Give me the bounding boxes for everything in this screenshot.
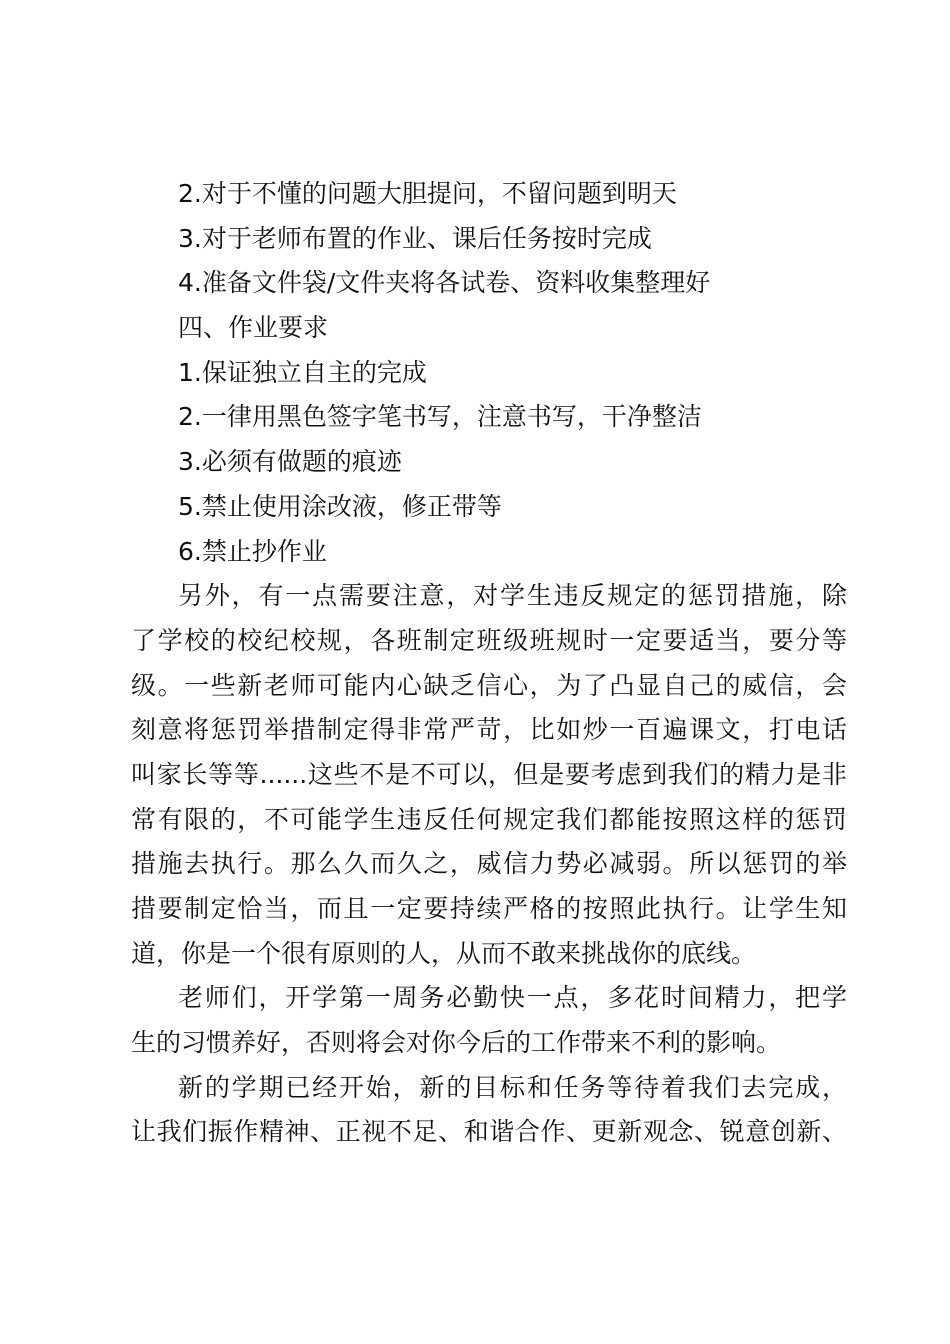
list-item: 2.一律用黑色签字笔书写，注意书写，干净整洁 [178, 402, 702, 432]
paragraph-line: 让我们振作精神、正视不足、和谐合作、更新观念、锐意创新、 [131, 1117, 847, 1147]
document-body [131, 172, 847, 1155]
paragraph-line: 老师们，开学第一周务必勤快一点，多花时间精力，把学 [178, 983, 847, 1013]
paragraph-line: 了学校的校纪校规，各班制定班级班规时一定要适当，要分等 [131, 625, 847, 655]
paragraph-line: 新的学期已经开始，新的目标和任务等待着我们去完成， [178, 1072, 847, 1102]
section-heading: 四、作业要求 [178, 313, 329, 343]
paragraph-line: 叫家长等等......这些不是不可以，但是要考虑到我们的精力是非 [131, 759, 847, 789]
list-item: 4.准备文件袋/文件夹将各试卷、资料收集整理好 [178, 268, 711, 298]
paragraph-line: 措施去执行。那么久而久之，威信力势必减弱。所以惩罚的举 [131, 849, 847, 879]
list-item: 1.保证独立自主的完成 [178, 357, 427, 387]
list-item: 3.对于老师布置的作业、课后任务按时完成 [178, 223, 652, 253]
list-item: 3.必须有做题的痕迹 [178, 447, 402, 477]
paragraph-line: 措要制定恰当，而且一定要持续严格的按照此执行。让学生知 [131, 894, 847, 923]
paragraph-first-week [131, 976, 847, 1065]
paragraph-line: 刻意将惩罚举措制定得非常严苛，比如炒一百遍课文，打电话 [131, 715, 847, 745]
list-item: 5.禁止使用涂改液，修正带等 [178, 491, 502, 521]
list-item: 6.禁止抄作业 [178, 536, 327, 566]
paragraph-punishment [131, 574, 847, 976]
paragraph-line: 级。一些新老师可能内心缺乏信心，为了凸显自己的威信，会 [131, 670, 847, 700]
paragraph-new-semester [131, 1066, 847, 1155]
list-item: 2.对于不懂的问题大胆提问，不留问题到明天 [178, 179, 677, 208]
paragraph-line: 常有限的，不可能学生违反任何规定我们都能按照这样的惩罚 [131, 804, 847, 834]
paragraph-line: 生的习惯养好，否则将会对你今后的工作带来不利的影响。 [131, 1028, 782, 1058]
paragraph-line: 道，你是一个很有原则的人，从而不敢来挑战你的底线。 [131, 938, 757, 968]
paragraph-line: 另外，有一点需要注意，对学生违反规定的惩罚措施，除 [178, 581, 847, 611]
